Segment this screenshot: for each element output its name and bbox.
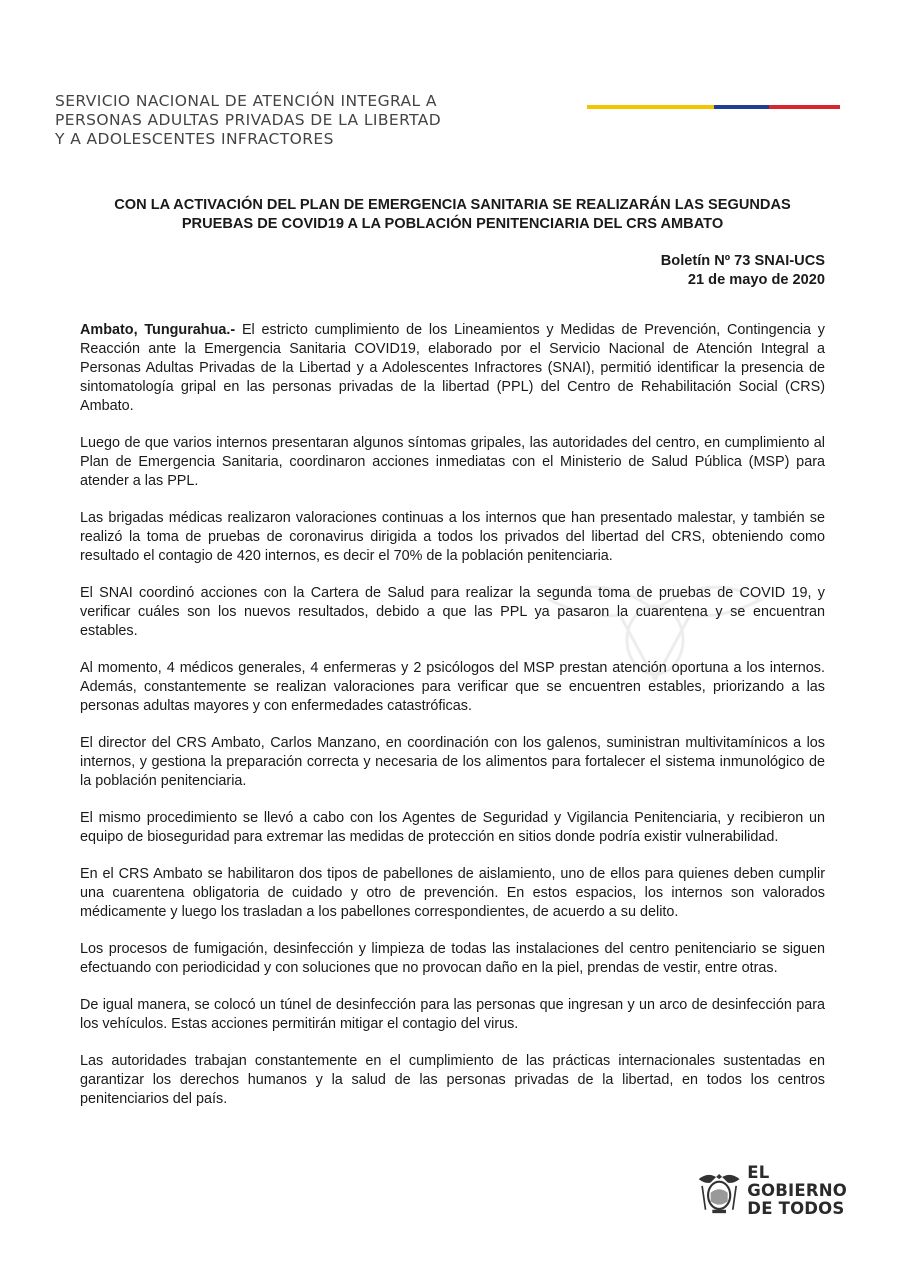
dateline: Ambato, Tungurahua.-: [80, 322, 236, 338]
flag-yellow-segment: [587, 105, 714, 109]
paragraph: El mismo procedimiento se llevó a cabo con los Agentes de Seguridad y Vigilancia Penitenciaria, y recibieron un equipo de bioseguridad para extremar las medidas de protección en sitios donde podría existir vulnerabilidad.: [80, 810, 825, 845]
flag-red-segment: [769, 105, 840, 109]
organization-header: [55, 92, 441, 149]
bulletin-number: Boletín Nº 73 SNAI-UCS: [660, 253, 825, 269]
org-line: Y A ADOLESCENTES INFRACTORES: [55, 130, 334, 148]
paragraph: En el CRS Ambato se habilitaron dos tipos de pabellones de aislamiento, uno de ellos para quienes deben cumplir una cuarentena obligatoria de cuidado y otro de prevención. En estos espacios, los internos son valorados médicamente y luego los trasladan a los pabellones correspondientes, de acuerdo a su delito.: [80, 866, 825, 920]
paragraph-1: Ambato, Tungurahua.- El estricto cumplimiento de los Lineamientos y Medidas de Prevención, Contingencia y Reacción ante la Emergencia Sanitaria COVID19, elaborado por el Servicio Nacional de Atención Integral a Personas Adultas Privadas de la Libertad y a Adolescentes Infractores (SNAI), permitió identificar la presencia de sintomatología gripal en las personas privadas de la libertad (PPL) del Centro de Rehabilitación Social (CRS) Ambato.: [80, 322, 825, 414]
bulletin-info: [661, 252, 825, 290]
press-release-title: [60, 196, 845, 234]
paragraph: El SNAI coordinó acciones con la Cartera de Salud para realizar la segunda toma de pruebas de COVID 19, y verificar cuáles son los nuevos resultados, debido a que las PPL ya pasaron la cuarentena y se encuentran estables.: [80, 585, 825, 639]
paragraph: El director del CRS Ambato, Carlos Manzano, en coordinación con los galenos, suministran multivitamínicos a los internos, y gestiona la preparación correcta y necesaria de los alimentos para fortalecer el sistema inmunológico de la población penitenciaria.: [80, 735, 825, 789]
logo-wordmark: EL GOBIERNO DE TODOS: [747, 1163, 847, 1218]
title-line: PRUEBAS DE COVID19 A LA POBLACIÓN PENITENCIARIA DEL CRS AMBATO: [181, 216, 724, 232]
article-body: [80, 321, 825, 1127]
flag-blue-segment: [714, 105, 770, 109]
gobierno-logo: [697, 1160, 847, 1222]
title-line: CON LA ACTIVACIÓN DEL PLAN DE EMERGENCIA SANITARIA SE REALIZARÁN LAS SEGUNDAS: [114, 197, 791, 213]
paragraph: Las autoridades trabajan constantemente en el cumplimiento de las prácticas internacionales sustentadas en garantizar los derechos humanos y la salud de las personas privadas de la libertad, en todos los centros penitenciarios del país.: [80, 1053, 825, 1107]
ecuador-seal-icon: [697, 1163, 741, 1219]
org-line: SERVICIO NACIONAL DE ATENCIÓN INTEGRAL A: [55, 92, 437, 110]
paragraph: Al momento, 4 médicos generales, 4 enfermeras y 2 psicólogos del MSP prestan atención oportuna a los internos. Además, constantemente se realizan valoraciones para verificar que se encuentren estables, priorizando a las personas adultas mayores y con enfermedades catastróficas.: [80, 660, 825, 714]
bulletin-date: 21 de mayo de 2020: [687, 272, 825, 288]
paragraph: Las brigadas médicas realizaron valoraciones continuas a los internos que han presentado malestar, y también se realizó la toma de pruebas de coronavirus dirigida a todos los privados del libertad del CRS, obteniendo como resultado el contagio de 420 internos, es decir el 70% de la población penitenciaria.: [80, 510, 825, 564]
paragraph: Luego de que varios internos presentaran algunos síntomas gripales, las autoridades del centro, en cumplimiento al Plan de Emergencia Sanitaria, coordinaron acciones inmediatas con el Ministerio de Salud Pública (MSP) para atender a las PPL.: [80, 435, 825, 489]
paragraph: Los procesos de fumigación, desinfección y limpieza de todas las instalaciones del centro penitenciario se siguen efectuando con periodicidad y con soluciones que no provocan daño en la piel, prendas de vestir, entre otras.: [80, 941, 825, 976]
flag-color-bar: [587, 105, 840, 109]
org-line: PERSONAS ADULTAS PRIVADAS DE LA LIBERTAD: [55, 111, 442, 129]
paragraph: De igual manera, se colocó un túnel de desinfección para las personas que ingresan y un arco de desinfección para los vehículos. Estas acciones permitirán mitigar el contagio del virus.: [80, 997, 825, 1032]
